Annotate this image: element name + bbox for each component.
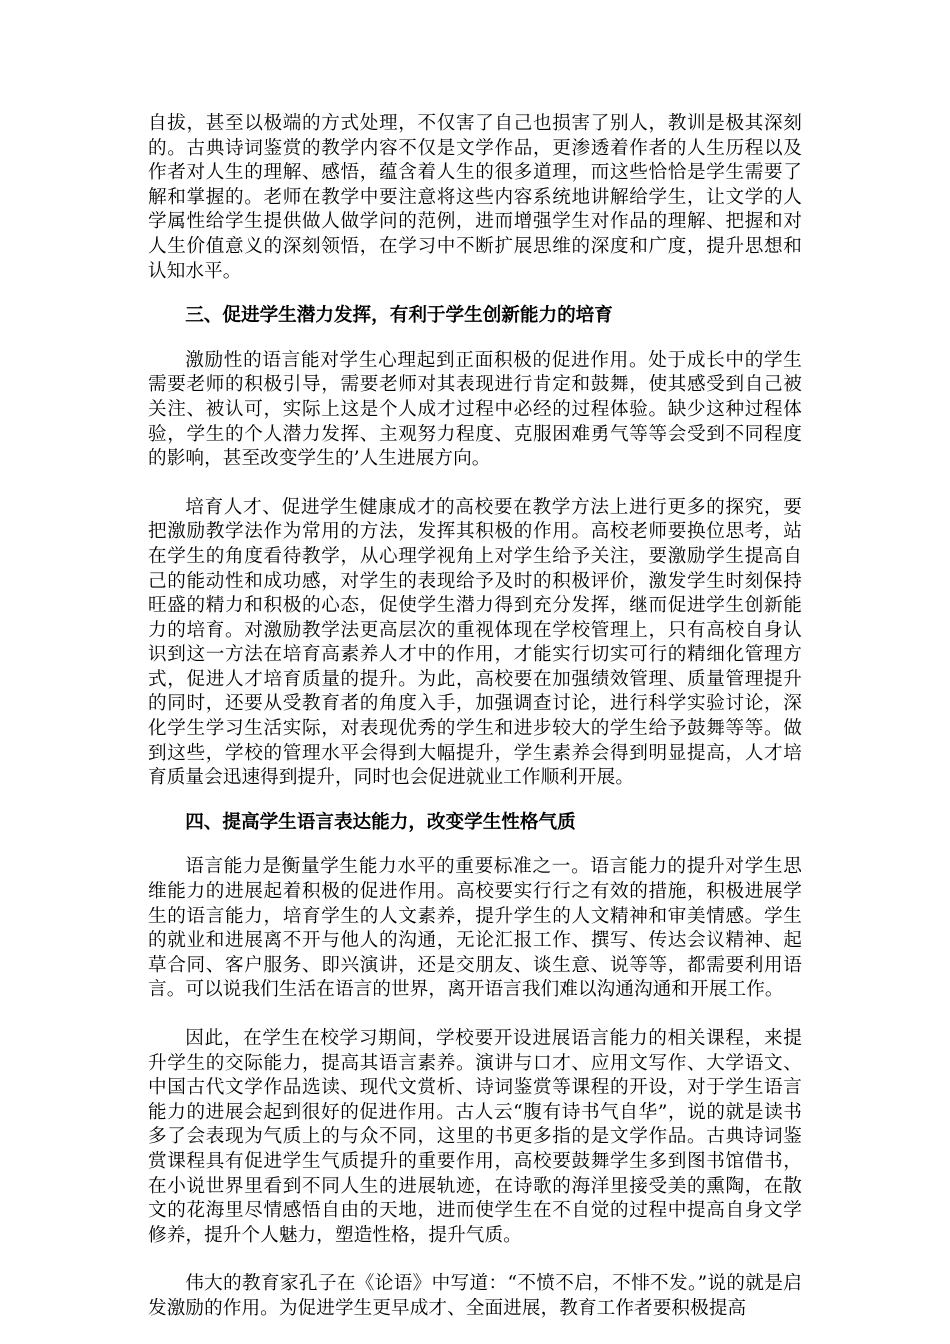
paragraph-3a: 激励性的语言能对学生心理起到正面积极的促进作用。处于成长中的学生需要老师的积极引导，需要老师对其表现进行肯定和鼓舞，使其感受到自己被关注、被认可，实际上这是个人成才过程中必经的过程体验。缺少这种过程体验，学生的个人潜力发挥、主观努力程度、克服困难勇气等等会受到不同程度的影响，甚至改变学生的’人生进展方向。: [148, 349, 802, 470]
spacer: [148, 1248, 802, 1272]
section-heading-4: 四、提高学生语言表达能力，改变学生性格气质: [185, 811, 576, 833]
paragraph-3b: 培育人才、促进学生健康成才的高校要在教学方法上进行更多的探究，要把激励教学法作为常用的方法，发挥其积极的作用。高校老师要换位思考，站在学生的角度看待教学，从心理学视角上对学生给予关注，要激励学生提高自己的能动性和成功感，对学生的表现给予及时的积极评价，激发学生时刻保持旺盛的精力和积极的心态，促使学生潜力得到充分发挥，继而促进学生创新能力的培育。对激励教学法更高层次的重视体现在学校管理上，只有高校自身认识到这一方法在培育高素养人才中的作用，才能实行切实可行的精细化管理方式，促进人才培育质量的提升。为此，高校要在加强绩效管理、质量管理提升的同时，还要从受教育者的角度入手，加强调查讨论，进行科学实验讨论，深化学生学习生活实际，对表现优秀的学生和进步较大的学生给予鼓舞等等。做到这些，学校的管理水平会得到大幅提升，学生素养会得到明显提高，人才培育质量会迅速得到提升，同时也会促进就业工作顺利开展。: [148, 496, 802, 789]
spacer: [148, 791, 802, 811]
spacer: [148, 284, 802, 304]
section-heading-3: 三、促进学生潜力发挥，有利于学生创新能力的培育: [185, 305, 613, 327]
spacer: [148, 472, 802, 496]
spacer: [148, 1003, 802, 1027]
paragraph-4c: 伟大的教育家孔子在《论语》中写道：“不愤不启，不悱不发。”说的就是启发激励的作用。为促进学生更早成才、全面进展，教育工作者要积极提高: [148, 1273, 802, 1319]
paragraph-intro: 自拔，甚至以极端的方式处理，不仅害了自己也损害了别人，教训是极其深刻的。古典诗词鉴赏的教学内容不仅是文学作品，更渗透着作者的人生历程以及作者对人生的理解、感悟，蕴含着人生的很多道理，而这些恰恰是学生需要了解和掌握的。老师在教学中要注意将这些内容系统地讲解给学生，让文学的人学属性给学生提供做人做学问的范例，进而增强学生对作品的理解、把握和对人生价值意义的深刻领悟，在学习中不断扩展思维的深度和广度，提升思想和认知水平。: [148, 113, 802, 282]
document-page: [148, 112, 802, 1322]
paragraph-4b: 因此，在学生在校学习期间，学校要开设进展语言能力的相关课程，来提升学生的交际能力，提高其语言素养。演讲与口才、应用文写作、大学语文、中国古代文学作品选读、现代文赏析、诗词鉴赏等课程的开设，对于学生语言能力的进展会起到很好的促进作用。古人云“腹有诗书气自华”，说的就是读书多了会表现为气质上的与众不同，这里的书更多指的是文学作品。古典诗词鉴赏课程具有促进学生气质提升的重要作用，高校要鼓舞学生多到图书馆借书，在小说世界里看到不同人生的进展轨迹，在诗歌的海洋里接受美的熏陶，在散文的花海里尽情感悟自由的天地，进而使学生在不自觉的过程中提高自身文学修养，提升个人魅力，塑造性格，提升气质。: [148, 1028, 802, 1246]
paragraph-4a: 语言能力是衡量学生能力水平的重要标准之一。语言能力的提升对学生思维能力的进展起着积极的促进作用。高校要实行行之有效的措施，积极进展学生的语言能力，培育学生的人文素养，提升学生的人文精神和审美情感。学生的就业和进展离不开与他人的沟通，无论汇报工作、撰写、传达会议精神、起草合同、客户服务、即兴演讲，还是交朋友、谈生意、说等等，都需要利用语言。可以说我们生活在语言的世界，离开语言我们难以沟通沟通和开展工作。: [148, 856, 802, 1001]
spacer: [148, 835, 802, 855]
spacer: [148, 329, 802, 349]
